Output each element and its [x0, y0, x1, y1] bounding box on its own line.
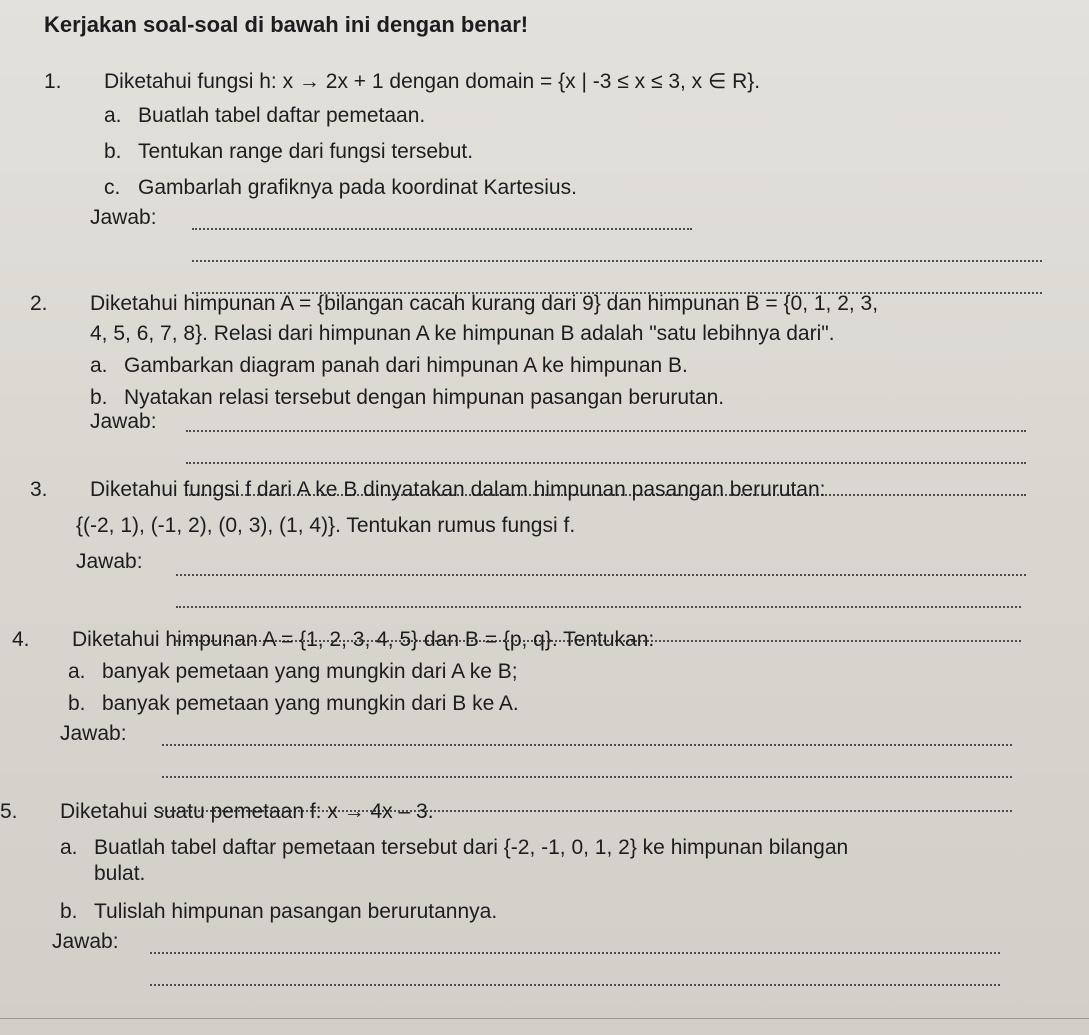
question-5b — [60, 900, 497, 924]
item-letter: b. — [68, 692, 86, 715]
question-3-continued: {(-2, 1), (-1, 2), (0, 3), (1, 4)}. Tentukan rumus fungsi f. — [76, 514, 576, 537]
item-letter: c. — [104, 176, 121, 199]
answer-line — [186, 462, 1026, 464]
question-1b — [104, 140, 473, 164]
answer-line — [162, 744, 1012, 746]
answer-label: Jawab: — [90, 206, 157, 229]
answer-line — [192, 260, 1042, 262]
item-letter: b. — [90, 386, 108, 409]
question-text: Diketahui suatu pemetaan f: x → 4x – 3. — [60, 800, 434, 823]
worksheet-title: Kerjakan soal-soal di bawah ini dengan benar! — [44, 12, 529, 37]
answer-line — [150, 984, 1000, 986]
item-text: banyak pemetaan yang mungkin dari A ke B; — [102, 660, 518, 683]
answer-line — [162, 776, 1012, 778]
item-letter: a. — [90, 354, 108, 377]
item-letter: b. — [104, 140, 122, 163]
answer-label: Jawab: — [60, 722, 127, 745]
answer-label: Jawab: — [76, 550, 143, 573]
question-number: 5. — [0, 800, 18, 823]
question-text: Diketahui fungsi h: x → 2x + 1 dengan domain = {x | -3 ≤ x ≤ 3, x ∈ R}. — [104, 70, 761, 93]
question-number: 3. — [30, 478, 48, 501]
answer-line — [176, 574, 1026, 576]
item-text: Gambarlah grafiknya pada koordinat Kartesius. — [138, 176, 577, 199]
item-text: Buatlah tabel daftar pemetaan. — [138, 104, 426, 127]
item-text: Tulislah himpunan pasangan berurutannya. — [94, 900, 498, 923]
answer-label: Jawab: — [52, 930, 119, 953]
answer-line — [176, 606, 1021, 608]
item-letter: a. — [104, 104, 122, 127]
item-text: Nyatakan relasi tersebut dengan himpunan pasangan berurutan. — [124, 386, 725, 409]
question-4a — [68, 660, 518, 684]
question-5a — [60, 836, 848, 860]
item-text: Tentukan range dari fungsi tersebut. — [138, 140, 474, 163]
answer-line — [150, 952, 1000, 954]
item-text: Buatlah tabel daftar pemetaan tersebut dari {-2, -1, 0, 1, 2} ke himpunan bilangan — [94, 836, 849, 859]
question-text: Diketahui himpunan A = {1, 2, 3, 4, 5} dan B = {p, q}. Tentukan: — [72, 628, 655, 651]
question-5a-continued: bulat. — [94, 862, 146, 885]
item-text: banyak pemetaan yang mungkin dari B ke A. — [102, 692, 519, 715]
question-1a — [104, 104, 425, 128]
question-number: 2. — [30, 292, 48, 315]
question-1c — [104, 176, 577, 200]
question-2a — [90, 354, 688, 378]
question-2b — [90, 386, 724, 410]
page-edge-line — [0, 1018, 1089, 1019]
item-letter: a. — [68, 660, 86, 683]
question-text: Diketahui fungsi f dari A ke B dinyatakan dalam himpunan pasangan berurutan: — [90, 478, 826, 501]
question-text: Diketahui himpunan A = {bilangan cacah kurang dari 9} dan himpunan B = {0, 1, 2, 3, — [90, 292, 879, 315]
question-number: 4. — [12, 628, 30, 651]
item-letter: a. — [60, 836, 78, 859]
question-4b — [68, 692, 519, 716]
answer-line — [192, 228, 692, 230]
item-text: Gambarkan diagram panah dari himpunan A ke himpunan B. — [124, 354, 688, 377]
question-2-continued: 4, 5, 6, 7, 8}. Relasi dari himpunan A ke himpunan B adalah "satu lebihnya dari". — [90, 322, 835, 345]
item-letter: b. — [60, 900, 78, 923]
question-number: 1. — [44, 70, 62, 93]
answer-label: Jawab: — [90, 410, 157, 433]
answer-line — [186, 430, 1026, 432]
